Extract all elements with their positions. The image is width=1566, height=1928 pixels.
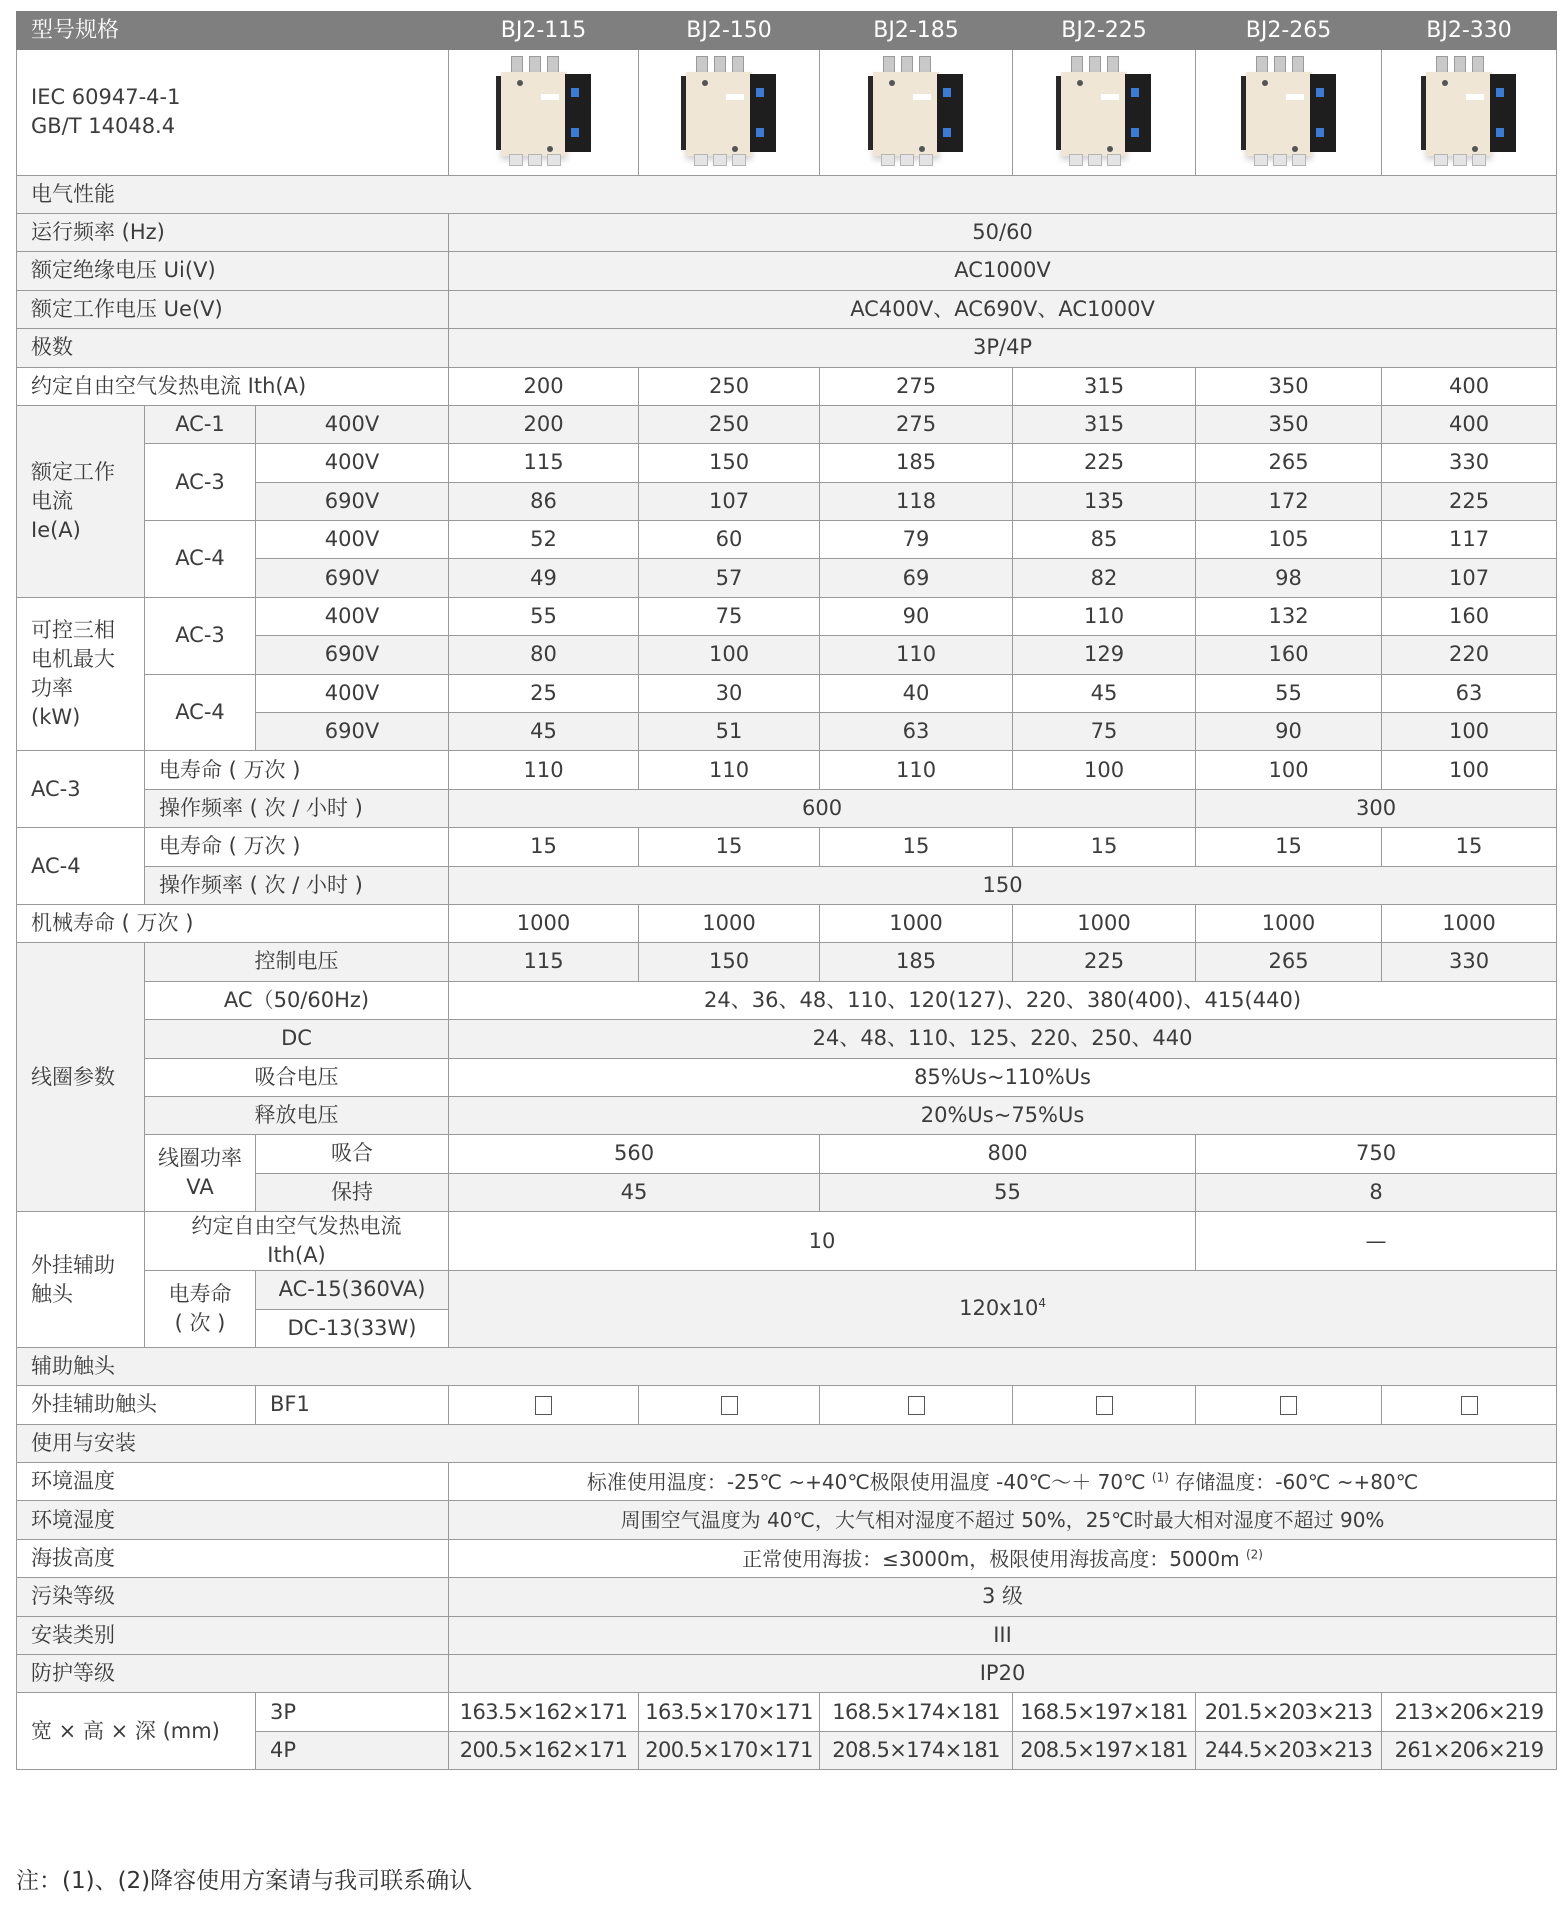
row-label: 外挂辅助触头 [17, 1386, 256, 1424]
row-label: 操作频率 ( 次 / 小时 ) [145, 866, 449, 904]
cell-value: 600 [449, 789, 1196, 827]
row-kw-ac3-400 [17, 597, 1557, 635]
cell-value: 82 [1013, 559, 1196, 597]
altitude-text: 正常使用海拔：≤3000m，极限使用海拔高度：5000m [742, 1546, 1246, 1571]
row-label: 环境温度 [17, 1463, 449, 1501]
option-cell [1196, 1386, 1382, 1424]
aux-ith-label-line2: Ith(A) [267, 1243, 326, 1268]
row-label: 吸合 [256, 1135, 449, 1173]
row-insulation-voltage [17, 252, 1557, 290]
row-label: AC-15(360VA) [256, 1271, 449, 1309]
section-title: 电气性能 [17, 175, 1557, 213]
cell-value: 117 [1382, 521, 1557, 559]
poles-label: 4P [256, 1731, 449, 1769]
row-label: 海拔高度 [17, 1539, 449, 1577]
row-control-voltage [17, 943, 1557, 981]
row-label: 防护等级 [17, 1655, 449, 1693]
cell-value: 79 [820, 521, 1013, 559]
group-label-rated-current [17, 405, 145, 597]
category-label: AC-3 [145, 444, 256, 521]
cell-value: 63 [1382, 674, 1557, 712]
row-label: 额定绝缘电压 Ui(V) [17, 252, 449, 290]
row-ie-ac4-400 [17, 521, 1557, 559]
cell-value: 69 [820, 559, 1013, 597]
row-label: AC（50/60Hz) [145, 981, 449, 1019]
contactor-image [855, 50, 977, 168]
section-electrical [17, 175, 1557, 213]
voltage-label: 400V [256, 674, 449, 712]
row-value: 50/60 [449, 213, 1557, 251]
cell-value: 185 [820, 943, 1013, 981]
row-coil-power-pickup [17, 1135, 1557, 1173]
cell-value: 75 [639, 597, 820, 635]
cell-value: 107 [639, 482, 820, 520]
option-checkbox[interactable] [1461, 1396, 1478, 1415]
cell-value: 1000 [1196, 905, 1382, 943]
group-label-ac3: AC-3 [17, 751, 145, 828]
row-poles [17, 329, 1557, 367]
header-row [17, 12, 1557, 50]
cell-value: 1000 [1013, 905, 1196, 943]
aux-ith-label-line1: 约定自由空气发热电流 [191, 1214, 402, 1239]
aux-life-label-line1: 电寿命 [168, 1282, 232, 1307]
temperature-text-b: 存储温度：-60℃ ~+80℃ [1168, 1469, 1419, 1494]
cell-value: 15 [1196, 828, 1382, 866]
cell-value: 110 [1013, 597, 1196, 635]
coil-power-label-line1: 线圈功率 [158, 1146, 242, 1171]
group-label-coil: 线圈参数 [17, 943, 145, 1212]
cell-value: 75 [1013, 713, 1196, 751]
row-label: DC-13(33W) [256, 1309, 449, 1347]
contactor-image [483, 50, 605, 168]
cell-value: 55 [449, 597, 639, 635]
cell-value: 220 [1382, 636, 1557, 674]
row-coil-ac [17, 981, 1557, 1019]
section-title: 辅助触头 [17, 1347, 1557, 1385]
cell-value: 250 [639, 367, 820, 405]
cell-value: 560 [449, 1135, 820, 1173]
row-install-category [17, 1616, 1557, 1654]
row-coil-dc [17, 1020, 1557, 1058]
section-usage [17, 1424, 1557, 1462]
aux-life-value-exp: 4 [1038, 1296, 1046, 1311]
row-aux-ac15 [17, 1271, 1557, 1309]
cell-value: 110 [639, 751, 820, 789]
row-label: 机械寿命 ( 万次 ) [17, 905, 449, 943]
cell-value: 800 [820, 1135, 1196, 1173]
row-value: AC400V、AC690V、AC1000V [449, 290, 1557, 328]
cell-value: 45 [1013, 674, 1196, 712]
row-label: 保持 [256, 1173, 449, 1211]
group-label-motor-power [17, 597, 145, 751]
cell-value: 100 [1013, 751, 1196, 789]
option-cell [449, 1386, 639, 1424]
cell-value: 60 [639, 521, 820, 559]
cell-value: 15 [820, 828, 1013, 866]
cell-value: 129 [1013, 636, 1196, 674]
cell-value: 750 [1196, 1135, 1557, 1173]
aux-life-label-line2: ( 次 ) [174, 1311, 226, 1336]
cell-value: 51 [639, 713, 820, 751]
cell-value: 135 [1013, 482, 1196, 520]
option-checkbox[interactable] [721, 1396, 738, 1415]
cell-value: 160 [1382, 597, 1557, 635]
model-header: BJ2-150 [639, 12, 820, 50]
cell-value: 80 [449, 636, 639, 674]
cell-value: 350 [1196, 367, 1382, 405]
cell-value: 201.5×203×213 [1196, 1693, 1382, 1731]
model-header: BJ2-185 [820, 12, 1013, 50]
cell-value: 275 [820, 405, 1013, 443]
poles-label: 3P [256, 1693, 449, 1731]
cell-value: 15 [449, 828, 639, 866]
cell-value: 208.5×174×181 [820, 1731, 1013, 1769]
cell-value: 225 [1013, 943, 1196, 981]
model-header: BJ2-330 [1382, 12, 1557, 50]
cell-value: 163.5×162×171 [449, 1693, 639, 1731]
voltage-label: 400V [256, 405, 449, 443]
row-dropout-voltage [17, 1096, 1557, 1134]
row-label: DC [145, 1020, 449, 1058]
voltage-label: 400V [256, 597, 449, 635]
row-value: III [449, 1616, 1557, 1654]
cell-value: 168.5×174×181 [820, 1693, 1013, 1731]
standards-cell [17, 50, 449, 175]
cell-value: 110 [820, 636, 1013, 674]
cell-value: 100 [1382, 751, 1557, 789]
voltage-label: 690V [256, 713, 449, 751]
cell-value: 200.5×170×171 [639, 1731, 820, 1769]
row-label: 额定工作电压 Ue(V) [17, 290, 449, 328]
cell-value: 100 [1382, 713, 1557, 751]
cell-value: 15 [639, 828, 820, 866]
cell-value: 400 [1382, 367, 1557, 405]
row-label: 污染等级 [17, 1578, 449, 1616]
option-cell [639, 1386, 820, 1424]
row-label: 释放电压 [145, 1096, 449, 1134]
cell-value: 265 [1196, 444, 1382, 482]
cell-value: 49 [449, 559, 639, 597]
row-dimensions-3p [17, 1693, 1557, 1731]
product-image-cell [449, 50, 639, 175]
cell-value: 15 [1013, 828, 1196, 866]
row-label: 电寿命 ( 万次 ) [145, 828, 449, 866]
cell-value: 244.5×203×213 [1196, 1731, 1382, 1769]
cell-value: 200.5×162×171 [449, 1731, 639, 1769]
cell-value: 25 [449, 674, 639, 712]
model-header: BJ2-265 [1196, 12, 1382, 50]
category-label: AC-3 [145, 597, 256, 674]
group-label-dimensions: 宽 × 高 × 深 (mm) [17, 1693, 256, 1770]
spec-table [16, 11, 1557, 1770]
cell-value: 250 [639, 405, 820, 443]
option-cell [1013, 1386, 1196, 1424]
cell-value: 107 [1382, 559, 1557, 597]
cell-value: 168.5×197×181 [1013, 1693, 1196, 1731]
cell-value: 45 [449, 713, 639, 751]
row-value: 24、36、48、110、120(127)、220、380(400)、415(440) [449, 981, 1557, 1019]
cell-value: 90 [1196, 713, 1382, 751]
cell-value: 172 [1196, 482, 1382, 520]
cell-value: 300 [1196, 789, 1557, 827]
cell-value: 330 [1382, 444, 1557, 482]
voltage-label: 690V [256, 482, 449, 520]
cell-value: 185 [820, 444, 1013, 482]
cell-value: 213×206×219 [1382, 1693, 1557, 1731]
row-pickup-voltage [17, 1058, 1557, 1096]
row-ie-ac1-400 [17, 405, 1557, 443]
row-pollution [17, 1578, 1557, 1616]
coil-power-label [145, 1135, 256, 1212]
group-label-external-aux [17, 1212, 145, 1348]
cell-value: 160 [1196, 636, 1382, 674]
group-label-text: 外挂辅助触头 [31, 1252, 115, 1306]
group-label-text: 可控三相电机最大功率 (kW) [31, 618, 115, 730]
row-mechanical-life [17, 905, 1557, 943]
cell-value: 57 [639, 559, 820, 597]
cell-value: 105 [1196, 521, 1382, 559]
cell-value: 86 [449, 482, 639, 520]
category-label: AC-4 [145, 674, 256, 751]
cell-value: 200 [449, 367, 639, 405]
option-cell [1382, 1386, 1557, 1424]
cell-value: 100 [639, 636, 820, 674]
cell-value: 261×206×219 [1382, 1731, 1557, 1769]
row-value: 3 级 [449, 1578, 1557, 1616]
cell-value: 400 [1382, 405, 1557, 443]
cell-value: 150 [639, 943, 820, 981]
option-checkbox[interactable] [535, 1396, 552, 1415]
product-image-cell [1382, 50, 1557, 175]
cell-value: 55 [1196, 674, 1382, 712]
option-cell [820, 1386, 1013, 1424]
cell-value: 40 [820, 674, 1013, 712]
cell-value: 225 [1382, 482, 1557, 520]
cell-value: 118 [820, 482, 1013, 520]
row-value: IP20 [449, 1655, 1557, 1693]
cell-value: 275 [820, 367, 1013, 405]
row-ac4-frequency [17, 866, 1557, 904]
cell-value: 100 [1196, 751, 1382, 789]
group-label-ac4: AC-4 [17, 828, 145, 905]
cell-value: 8 [1196, 1173, 1557, 1211]
cell-value: 350 [1196, 405, 1382, 443]
row-value: 85%Us~110%Us [449, 1058, 1557, 1096]
cell-value: 30 [639, 674, 820, 712]
section-aux-contacts [17, 1347, 1557, 1385]
product-image-cell [1196, 50, 1382, 175]
row-ac3-frequency [17, 789, 1557, 827]
cell-value: 1000 [449, 905, 639, 943]
row-protection [17, 1655, 1557, 1693]
cell-value: 315 [1013, 405, 1196, 443]
cell-value: 150 [449, 866, 1557, 904]
standard-iec: IEC 60947-4-1 [31, 85, 181, 110]
cell-value: — [1196, 1212, 1557, 1271]
row-humidity [17, 1501, 1557, 1539]
row-ac4-electrical-life [17, 828, 1557, 866]
contactor-image [1408, 50, 1530, 168]
cell-value: 1000 [639, 905, 820, 943]
row-value: 20%Us~75%Us [449, 1096, 1557, 1134]
cell-value: 1000 [1382, 905, 1557, 943]
cell-value: 225 [1013, 444, 1196, 482]
row-value: AC1000V [449, 252, 1557, 290]
row-value: 周围空气温度为 40℃，大气相对湿度不超过 50%，25℃时最大相对湿度不超过 90% [449, 1501, 1557, 1539]
cell-value: 163.5×170×171 [639, 1693, 820, 1731]
row-value [449, 1463, 1557, 1501]
cell-value: 115 [449, 943, 639, 981]
product-image-cell [639, 50, 820, 175]
coil-power-label-line2: VA [186, 1175, 214, 1200]
cell-value: 1000 [820, 905, 1013, 943]
cell-value: 115 [449, 444, 639, 482]
row-bf1 [17, 1386, 1557, 1424]
row-label: 控制电压 [145, 943, 449, 981]
cell-value: 110 [449, 751, 639, 789]
voltage-label: 400V [256, 444, 449, 482]
cell-value: 98 [1196, 559, 1382, 597]
row-label: 电寿命 ( 万次 ) [145, 751, 449, 789]
standard-gb: GB/T 14048.4 [31, 114, 176, 139]
row-operating-voltage [17, 290, 1557, 328]
row-value: 3P/4P [449, 329, 1557, 367]
cell-value: 52 [449, 521, 639, 559]
row-value: 24、48、110、125、220、250、440 [449, 1020, 1557, 1058]
cell-value: 90 [820, 597, 1013, 635]
contactor-image [668, 50, 790, 168]
row-label: 操作频率 ( 次 / 小时 ) [145, 789, 449, 827]
row-frequency [17, 213, 1557, 251]
cell-value: 15 [1382, 828, 1557, 866]
category-label: AC-4 [145, 521, 256, 598]
product-image-row [17, 50, 1557, 175]
option-checkbox[interactable] [1280, 1396, 1297, 1415]
footnote: 注：(1)、(2)降容使用方案请与我司联系确认 [16, 1868, 473, 1894]
cell-value: 45 [449, 1173, 820, 1211]
footnote-ref-2: (2) [1245, 1546, 1263, 1561]
cell-value: 208.5×197×181 [1013, 1731, 1196, 1769]
cell-value: 10 [449, 1212, 1196, 1271]
group-label-text: 额定工作电流 Ie(A) [31, 459, 115, 542]
aux-life-value-base: 120x10 [959, 1296, 1039, 1321]
product-image-cell [1013, 50, 1196, 175]
aux-ith-label [145, 1212, 449, 1271]
category-label: AC-1 [145, 405, 256, 443]
header-title: 型号规格 [17, 12, 449, 50]
row-label: 运行频率 (Hz) [17, 213, 449, 251]
row-temperature [17, 1463, 1557, 1501]
row-label: 安装类别 [17, 1616, 449, 1654]
row-kw-ac4-400 [17, 674, 1557, 712]
row-value [449, 1539, 1557, 1577]
cell-value: 200 [449, 405, 639, 443]
row-aux-ith [17, 1212, 1557, 1271]
voltage-label: 400V [256, 521, 449, 559]
row-label: 约定自由空气发热电流 Ith(A) [17, 367, 449, 405]
option-checkbox[interactable] [1096, 1396, 1113, 1415]
aux-life-value [449, 1271, 1557, 1348]
cell-value: 315 [1013, 367, 1196, 405]
row-label: 极数 [17, 329, 449, 367]
cell-value: 55 [820, 1173, 1196, 1211]
model-label: BF1 [256, 1386, 449, 1424]
row-ie-ac3-400 [17, 444, 1557, 482]
product-image-cell [820, 50, 1013, 175]
contactor-image [1228, 50, 1350, 168]
cell-value: 63 [820, 713, 1013, 751]
cell-value: 150 [639, 444, 820, 482]
row-label: 环境湿度 [17, 1501, 449, 1539]
model-header: BJ2-225 [1013, 12, 1196, 50]
voltage-label: 690V [256, 559, 449, 597]
option-checkbox[interactable] [908, 1396, 925, 1415]
voltage-label: 690V [256, 636, 449, 674]
row-ith [17, 367, 1557, 405]
aux-life-label [145, 1271, 256, 1348]
row-label: 吸合电压 [145, 1058, 449, 1096]
section-title: 使用与安装 [17, 1424, 1557, 1462]
cell-value: 330 [1382, 943, 1557, 981]
contactor-image [1043, 50, 1165, 168]
model-header: BJ2-115 [449, 12, 639, 50]
cell-value: 132 [1196, 597, 1382, 635]
cell-value: 110 [820, 751, 1013, 789]
cell-value: 265 [1196, 943, 1382, 981]
row-altitude [17, 1539, 1557, 1577]
footnote-ref-1: (1) [1151, 1470, 1169, 1485]
cell-value: 85 [1013, 521, 1196, 559]
temperature-text-a: 标准使用温度：-25℃ ~+40℃极限使用温度 -40℃～＋ 70℃ [586, 1469, 1152, 1494]
row-ac3-electrical-life [17, 751, 1557, 789]
